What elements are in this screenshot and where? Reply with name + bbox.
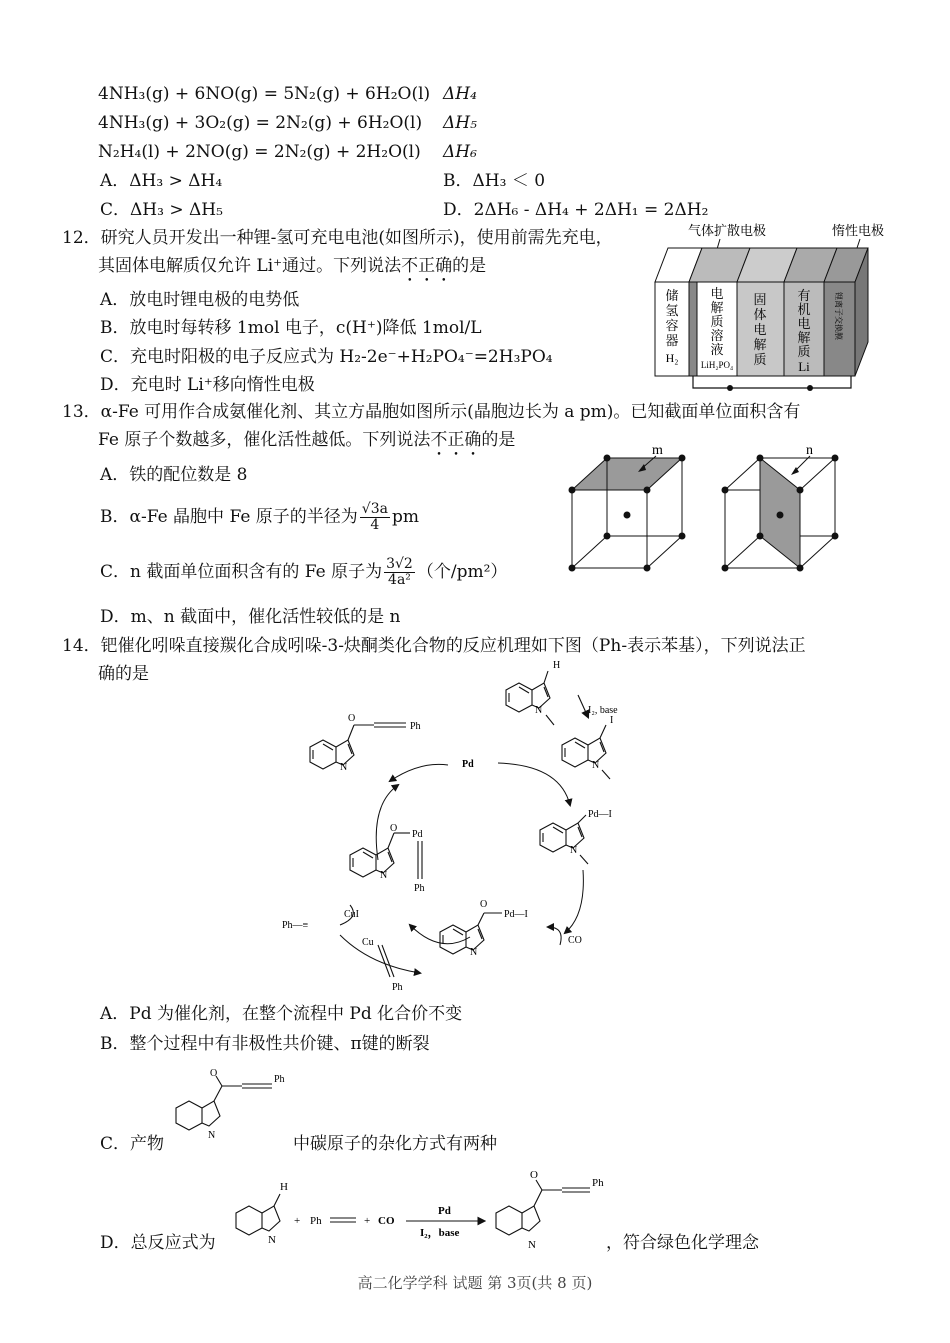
col-text: 容 <box>665 318 679 333</box>
q14-option-b: B．整个过程中有非极性共价键、π键的断裂 <box>100 1034 430 1054</box>
arrow-catalyst: Pd <box>438 1205 451 1217</box>
crystal-cells <box>560 440 880 575</box>
phenyl-group: Ph <box>414 883 425 894</box>
phenyl-group: Ph <box>310 1215 322 1227</box>
q12-option-a: A．放电时锂电极的电势低 <box>100 290 300 310</box>
col-text: H₂ <box>665 351 679 365</box>
equation-text: 4NH₃(g) + 6NO(g) = 5N₂(g) + 6H₂O(l) <box>98 84 431 104</box>
atom-o: O <box>480 899 488 910</box>
plus-sign: + <box>294 1215 301 1227</box>
q14-option-a: A．Pd 为催化剂，在整个流程中 Pd 化合价不变 <box>100 1004 463 1024</box>
atom-h: H <box>553 660 561 671</box>
q13-emphasis: 不正确 <box>430 430 482 450</box>
fraction-num: √3a <box>361 501 388 517</box>
col-text: 电 <box>710 286 724 301</box>
col-text: 固 <box>753 292 767 307</box>
q13-option-a: A．铁的配位数是 8 <box>100 465 248 485</box>
col-text: 解 <box>753 337 767 352</box>
col-text: 储 <box>665 288 679 303</box>
col-text: 电 <box>753 322 767 337</box>
atom-n: N <box>528 1239 536 1251</box>
arrow-conditions: I₂，base <box>420 1227 460 1239</box>
reagent-co: CO <box>568 935 582 946</box>
col-text: 有 <box>797 288 811 303</box>
fraction-den: 4a² <box>388 572 411 588</box>
option-unit: pm <box>391 507 419 527</box>
delta-h6: ΔH₆ <box>443 142 477 162</box>
phenyl-group: Ph <box>592 1177 604 1189</box>
col-text: LiH₂PO₄ <box>700 360 734 370</box>
external-wire <box>693 376 851 388</box>
q11-option-b: B．ΔH₃ ＜ 0 <box>443 171 546 191</box>
gas-electrode-front <box>689 282 697 376</box>
q12-stem-line1: 12．研究人员开发出一种锂-氢可充电电池(如图所示)，使用前需先充电， <box>62 228 613 248</box>
q12-stem-text: 其固体电解质仅允许 Li⁺通过。下列说法 <box>98 256 402 276</box>
fraction-den: 4 <box>370 517 380 533</box>
delta-h4: ΔH₄ <box>443 84 477 104</box>
q14-stem-line1: 14．钯催化吲哚直接羰化合成吲哚-3-炔酮类化合物的反应机理如下图（Ph-表示苯基），下列说法正 <box>62 636 806 656</box>
atom-o: O <box>210 1068 218 1079</box>
cube-n <box>722 443 839 572</box>
q12-option-c: C．充电时阳极的电子反应式为 H₂-2e⁻+H₂PO₄⁻=2H₃PO₄ <box>100 347 553 367</box>
battery-diagram <box>640 220 900 395</box>
atom-n: N <box>340 762 348 773</box>
q13-option-b <box>100 500 419 534</box>
atom-n: N <box>208 1130 216 1141</box>
atom-n: N <box>380 870 388 881</box>
copper-acetylide: Cu <box>362 937 374 948</box>
membrane-label: 锂离子交换膜 <box>834 292 843 340</box>
q12-stem-line2 <box>98 256 486 286</box>
q14-option-c-label: C．产物 <box>100 1134 165 1154</box>
equation-5 <box>98 113 422 133</box>
q12-option-b: B．放电时每转移 1mol 电子，c(H⁺)降低 1mol/L <box>100 318 482 338</box>
cube-m <box>569 443 686 572</box>
delta-h5: ΔH₅ <box>443 113 477 133</box>
q12-stem-end: 的是 <box>452 256 487 276</box>
col-text: 质 <box>753 352 767 367</box>
equation-text: N₂H₄(l) + 2NO(g) = 2N₂(g) + 2H₂O(l) <box>98 142 421 162</box>
reagent-co: CO <box>378 1215 395 1227</box>
q14-option-d-label: D．总反应式为 <box>100 1233 216 1253</box>
atom-h: H <box>280 1181 288 1193</box>
q12-emphasis: 不正确 <box>401 256 453 276</box>
pd-i-group: Pd—I <box>588 809 612 820</box>
page-footer: 高二化学学科 试题 第 3页(共 8 页) <box>357 1274 593 1292</box>
q13-stem-end: 的是 <box>481 430 516 450</box>
col-text: 液 <box>710 342 724 357</box>
fraction-radius <box>360 502 390 533</box>
col-text: 体 <box>753 307 767 322</box>
label-n: n <box>806 443 813 458</box>
label-m: m <box>652 443 663 458</box>
phenylacetylene: Ph—≡ <box>282 920 309 931</box>
acyl-pd-i: Pd—I <box>504 909 528 920</box>
phenyl-group: Ph <box>392 982 403 993</box>
label-gas-electrode: 气体扩散电极 <box>688 223 767 238</box>
reagent-i2-base: I₂, base <box>588 705 618 716</box>
atom-o: O <box>530 1169 538 1181</box>
atom-n: N <box>570 845 578 856</box>
atom-i: I <box>610 715 614 726</box>
fraction-num: 3√2 <box>386 556 413 572</box>
acyl-pd: Pd <box>412 829 423 840</box>
section-m <box>572 458 682 490</box>
atom-n: N <box>268 1234 276 1246</box>
product-structure-c <box>168 1068 298 1153</box>
q13-option-c <box>100 555 507 589</box>
overall-reaction <box>228 1168 618 1258</box>
col-text: 质 <box>710 314 724 329</box>
q14-stem-line2: 确的是 <box>98 664 149 684</box>
col-text: 氢 <box>665 303 679 318</box>
col-text: 解 <box>710 300 724 315</box>
col-text: 器 <box>665 333 679 348</box>
option-text: B．α-Fe 晶胞中 Fe 原子的半径为 <box>100 507 358 527</box>
q11-option-d: D．2ΔH₆ - ΔH₄ + 2ΔH₁ = 2ΔH₂ <box>443 200 709 220</box>
atom-n: N <box>592 760 600 771</box>
atom-o: O <box>390 823 398 834</box>
atom-n: N <box>470 947 478 958</box>
col-text: 质 <box>797 344 811 359</box>
phenyl-group: Ph <box>274 1074 285 1085</box>
col-text: Li <box>798 359 810 374</box>
q11-option-a: A．ΔH₃ > ΔH₄ <box>100 171 223 191</box>
terminal-dot <box>727 385 733 391</box>
reagent-cui: CuI <box>344 909 359 920</box>
q13-stem-line2 <box>98 430 515 460</box>
q12-option-d: D．充电时 Li⁺移向惰性电极 <box>100 375 315 395</box>
q13-stem-line1: 13．α-Fe 可用作合成氨催化剂、其立方晶胞如图所示(晶胞边长为 a pm)。已知截面单位面积含有 <box>62 402 801 422</box>
col-text: 溶 <box>710 328 724 343</box>
q13-option-d: D．m、n 截面中，催化活性较低的是 n <box>100 607 401 627</box>
col-text: 电 <box>797 316 811 331</box>
label-inert-electrode: 惰性电极 <box>832 223 885 238</box>
catalyst-pd: Pd <box>462 759 474 770</box>
col-text: 解 <box>797 330 811 345</box>
atom-o: O <box>348 713 356 724</box>
equation-6 <box>98 142 421 162</box>
terminal-dot <box>807 385 813 391</box>
q11-option-c: C．ΔH₃ > ΔH₅ <box>100 200 223 220</box>
q14-option-d-text: ，符合绿色化学理念 <box>606 1233 759 1253</box>
equation-text: 4NH₃(g) + 3O₂(g) = 2N₂(g) + 6H₂O(l) <box>98 113 423 133</box>
option-text: C．n 截面单位面积含有的 Fe 原子为 <box>100 562 383 582</box>
col-text: 机 <box>797 302 811 317</box>
equation-4 <box>98 84 430 104</box>
mechanism-diagram <box>270 655 650 995</box>
phenyl-group: Ph <box>410 721 421 732</box>
option-unit: （个/pm²） <box>416 562 508 582</box>
q13-stem-text: Fe 原子个数越多，催化活性越低。下列说法 <box>98 430 431 450</box>
atom-n: N <box>535 705 543 716</box>
plus-sign: + <box>364 1215 371 1227</box>
fraction-density <box>384 557 415 588</box>
q14-option-c-text: 中碳原子的杂化方式有两种 <box>293 1134 497 1154</box>
